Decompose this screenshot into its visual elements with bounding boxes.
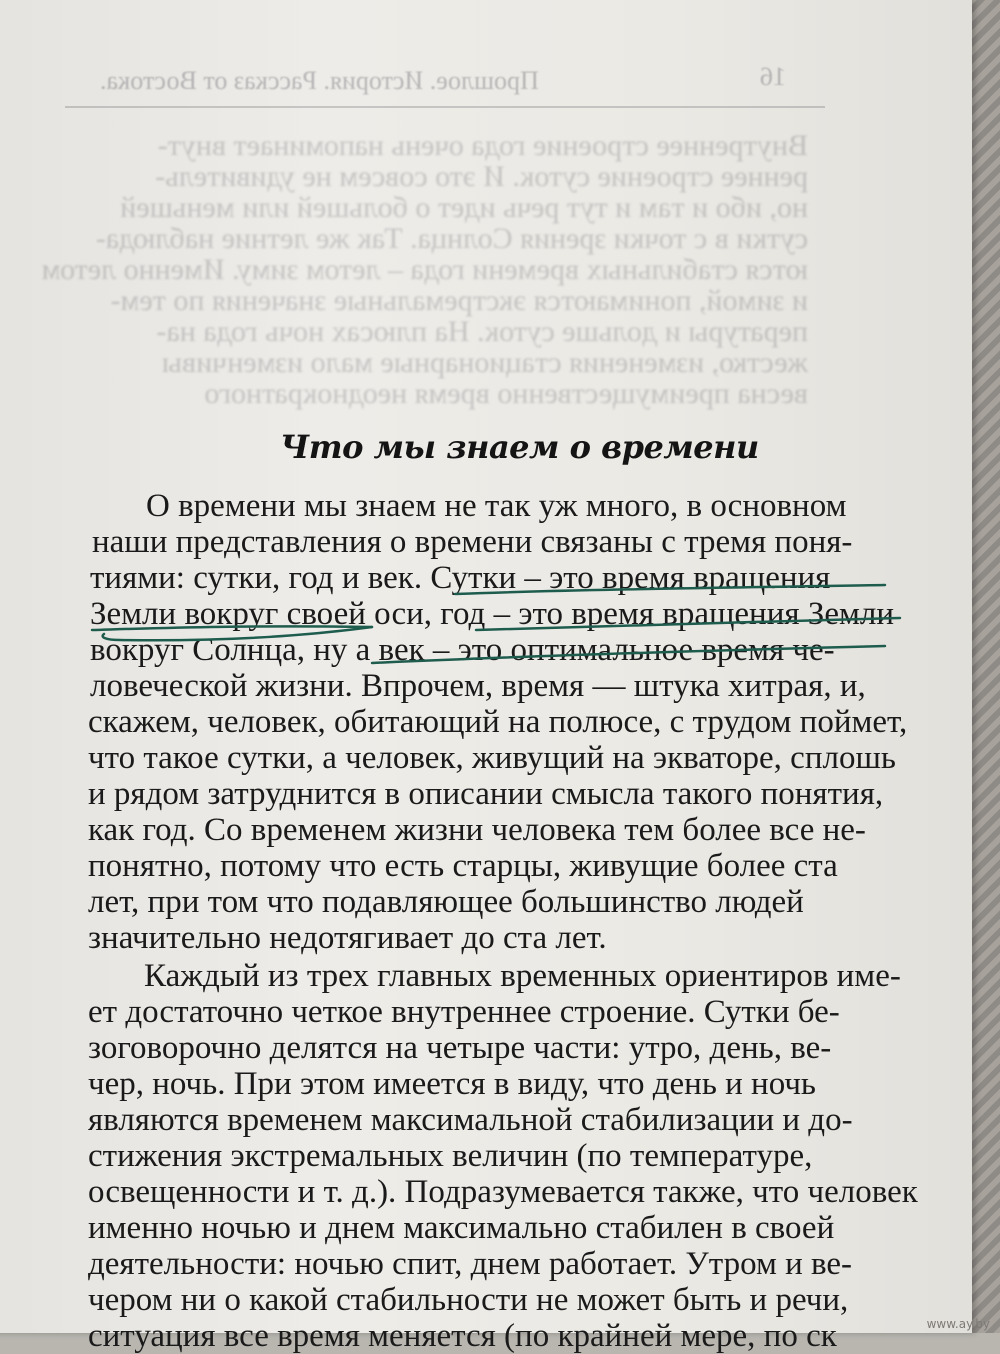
ghost-page-number: 16 <box>760 62 786 91</box>
text-line: и рядом затруднится в описании смысла такого понятия, <box>88 776 884 812</box>
text-line: освещенности и т. д.). Подразумевается также, что человек <box>88 1174 918 1210</box>
ghost-line: но, ибо и там и тут речь идет о большей или меньшей <box>120 191 808 224</box>
text-line: тиями: сутки, год и век. Сутки – это время вращения <box>90 560 831 596</box>
ghost-line: жестко, изменения стационарные мало изменчивы <box>161 346 808 379</box>
text-line: чером ни о какой стабильности не может быть и речи, <box>88 1282 849 1318</box>
text-line: ситуация все время меняется (по крайней мере, по ск <box>88 1318 837 1354</box>
ghost-line: пературы и дольше суток. На плюсах ночь года на- <box>156 315 808 348</box>
text-line: ловеческой жизни. Впрочем, время — штука хитрая, и, <box>90 668 866 704</box>
ghost-line: и зимой, понимаются экстремальные значения по тем- <box>110 284 808 317</box>
section-heading: Что мы знаем о времени <box>280 428 759 466</box>
text-line: стижения экстремальных величин (по температуре, <box>88 1138 813 1174</box>
text-line: зоговорочно делятся на четыре части: утро, день, ве- <box>88 1030 832 1066</box>
text-line: именно ночью и днем максимально стабилен в своей <box>88 1210 835 1246</box>
ghost-bleed-through-text <box>41 70 808 411</box>
ghost-line: Внутреннее строение года очень напоминает внут- <box>157 129 808 162</box>
text-line: как год. Со временем жизни человека тем более все не- <box>88 812 866 848</box>
text-line: Земли вокруг своей оси, год – это время вращения Земли <box>90 596 894 632</box>
text-line: что такое сутки, а человек, живущий на экваторе, сплошь <box>88 740 896 776</box>
text-line: наши представления о времени связаны с тремя поня- <box>92 524 853 560</box>
ghost-line: реннее строение суток. И это совсем не удивитель- <box>155 160 808 193</box>
text-line: значительно недотягивает до ста лет. <box>88 920 607 956</box>
watermark: www.ay.by <box>926 1317 990 1331</box>
ghost-line: сутки в с точки зрения Солнца. Так же летние наблюда- <box>95 222 808 255</box>
text-line: лет, при том что подавляющее большинство людей <box>88 884 804 920</box>
text-line: чер, ночь. При этом имеется в виду, что день и ночь <box>88 1066 816 1102</box>
ghost-running-header: Прошлое. История. Рассказ от Востока. <box>100 66 539 95</box>
text-line: являются временем максимальной стабилизации и до- <box>88 1102 853 1138</box>
ghost-line: ются стабильных времени года – летом зиму. Именно летом <box>41 253 808 286</box>
text-line: вокруг Солнца, ну а век – это оптимальное время че- <box>90 632 835 668</box>
text-line: ет достаточно четкое внутреннее строение. Сутки бе- <box>88 994 840 1030</box>
text-line: О времени мы знаем не так уж много, в основном <box>146 488 847 524</box>
text-line: деятельности: ночью спит, днем работает. Утром и ве- <box>88 1246 853 1282</box>
ghost-line: весна преимущественно время неоднократного <box>204 377 808 410</box>
text-line: Каждый из трех главных временных ориентиров име- <box>144 958 901 994</box>
text-line: скажем, человек, обитающий на полюсе, с трудом поймет, <box>88 704 908 740</box>
text-line: понятно, потому что есть старцы, живущие более ста <box>88 848 838 884</box>
